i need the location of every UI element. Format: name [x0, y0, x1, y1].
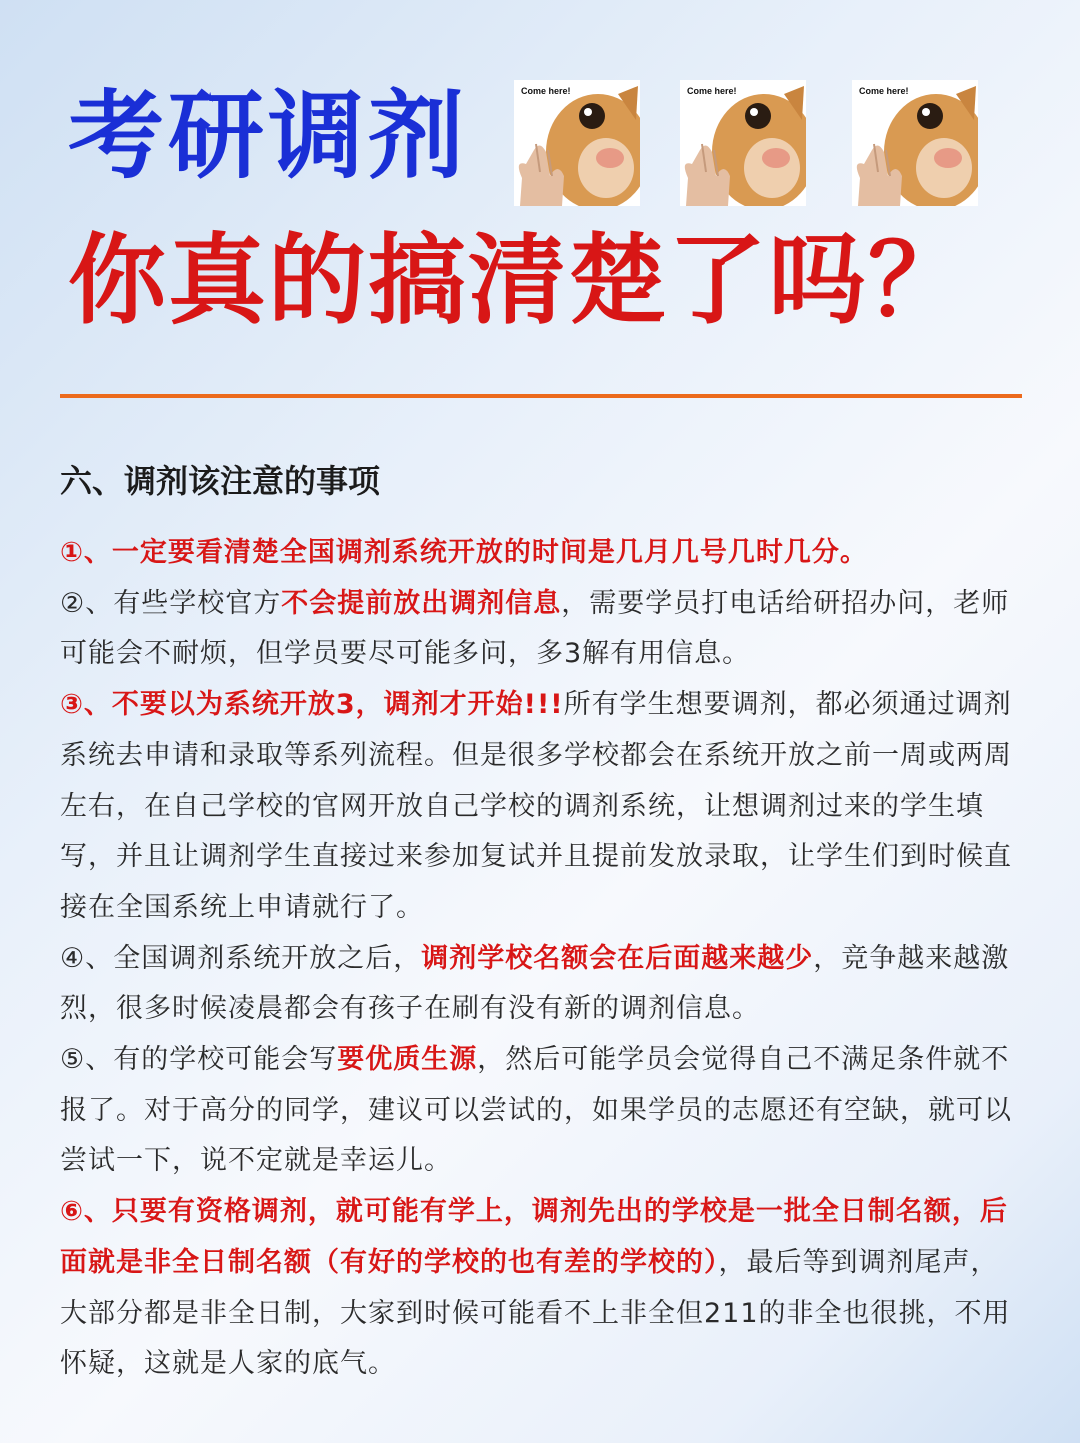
cat-reaching-icon — [514, 80, 640, 206]
item-text-highlight: ①、一定要看清楚全国调剂系统开放的时间是几月几号几时几分。 — [60, 537, 868, 568]
title-line-2: 你真的搞清楚了吗？ — [68, 224, 969, 338]
item-text: ，然后可能学员会觉得自己不满足条件就不报了。对于高分的同学，建议可以尝试的，如果学员的志愿还有空缺，就可以尝试一下，说不定就是幸运儿。 — [60, 1044, 1012, 1177]
item-text-highlight: 不会提前放出调剂信息 — [281, 587, 562, 619]
notice-item-1 — [60, 528, 1020, 579]
item-text-highlight: ⑥、只要有资格调剂，就可能有学上，调剂先出的学校是一批全日制名额，后面就是非全日制名额（有好的学校的也有差的学校的） — [60, 1196, 1008, 1278]
cat-sticker-3 — [852, 80, 978, 206]
item-text: ④、全国调剂系统开放之后， — [60, 942, 422, 974]
item-text: ，需要学员打电话给研招办问，老师可能会不耐烦，但学员要尽可能多问，多3解有用信息。 — [60, 587, 1010, 670]
item-text-highlight: 要优质生源 — [337, 1044, 478, 1076]
section-divider — [60, 394, 1022, 398]
item-text: ，竞争越来越激烈，很多时候凌晨都会有孩子在刷有没有新的调剂信息。 — [60, 942, 1010, 1025]
notice-item-6 — [60, 1187, 1020, 1390]
item-text: ②、有些学校官方 — [60, 587, 282, 619]
item-text-highlight: 调剂学校名额会在后面越来越少 — [421, 942, 814, 974]
cat-reaching-icon — [680, 80, 806, 206]
notice-list — [60, 528, 1020, 1390]
section-heading: 六、调剂该注意的事项 — [60, 462, 381, 500]
item-text: ⑤、有的学校可能会写 — [60, 1044, 338, 1076]
item-text: ，最后等到调剂尾声，大部分都是非全日制，大家到时候可能看不上非全但211的非全也很挑，不用怀疑，这就是人家的底气。 — [60, 1246, 1011, 1380]
sticker-caption: Come here! — [687, 86, 737, 96]
notice-item-5 — [60, 1035, 1020, 1187]
item-text-highlight: ③、不要以为系统开放3，调剂才开始!!! — [60, 689, 564, 721]
sticker-caption: Come here! — [859, 86, 909, 96]
notice-item-4 — [60, 934, 1020, 1035]
notice-item-2 — [60, 579, 1020, 680]
cat-sticker-2 — [680, 80, 806, 206]
sticker-caption: Come here! — [521, 86, 571, 96]
cat-reaching-icon — [852, 80, 978, 206]
notice-item-3 — [60, 680, 1020, 934]
cat-sticker-1 — [514, 80, 640, 206]
item-text: 所有学生想要调剂，都必须通过调剂系统去申请和录取等系列流程。但是很多学校都会在系统开放之前一周或两周左右，在自己学校的官网开放自己学校的调剂系统，让想调剂过来的学生填写，并且让调剂学生直接过来参加复试并且提前发放录取，让学生们到时候直接在全国系统上申请就行了。 — [60, 689, 1012, 923]
title-line-1: 考研调剂 — [68, 80, 468, 192]
